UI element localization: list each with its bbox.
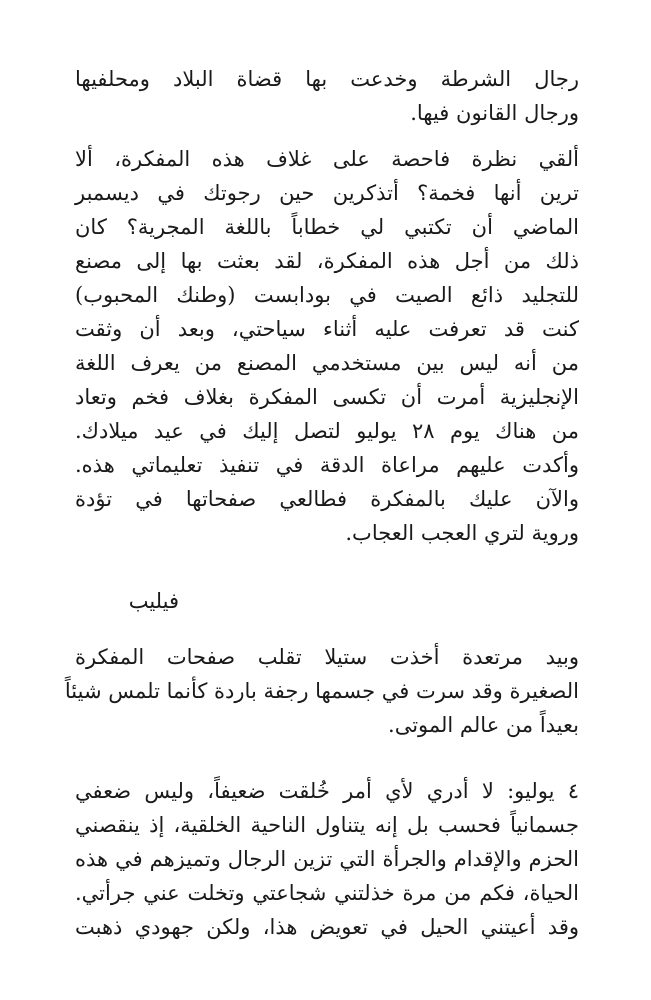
letter-signature: فيليب [128,589,179,613]
paragraph-line: وبيد مرتعدة أخذت ستيلا تقلب صفحات المفكرة [75,645,579,669]
paragraph-line: ألقي نظرة فاحصة على غلاف هذه المفكرة، ألا [75,147,579,171]
paragraph-line: وقد أعيتني الحيل في تعويض هذا، ولكن جهودي ذهبت [75,915,579,939]
paragraph-line: من أنه ليس بين مستخدمي المصنع من يعرف اللغة [75,351,579,375]
paragraph-line: بعيداً من عالم الموتى. [388,713,579,737]
paragraph-line: للتجليد ذائع الصيت في بودابست (وطنك المحبوب) [75,283,579,307]
paragraph-line: والآن عليك بالمفكرة فطالعي صفحاتها في تؤدة [75,487,579,511]
paragraph-line: الماضي أن تكتبي لي خطاباً باللغة المجرية؟ كان [75,215,579,239]
paragraph-line: الحزم والإقدام والجرأة التي تزين الرجال وتميزهم في هذه [75,847,579,871]
paragraph-line: جسمانياً فحسب بل إنه يتناول الناحية الخلقية، إذ ينقصني [75,813,579,837]
paragraph-line: وأكدت عليهم مراعاة الدقة في تنفيذ تعليماتي هذه. [75,453,579,477]
paragraph-line: ورجال القانون فيها. [410,101,579,125]
paragraph-line: من هناك يوم ٢٨ يوليو لتصل إليك في عيد ميلادك. [75,419,579,443]
paragraph-line: وروية لتري العجب العجاب. [345,521,579,545]
paragraph-line: ذلك من أجل هذه المفكرة، لقد بعثت بها إلى مصنع [75,249,579,273]
paragraph-line: ترين أنها فخمة؟ أتذكرين حين رجوتك في ديسمبر [75,181,579,205]
paragraph-line: ٤ يوليو: لا أدري لأي أمر خُلقت ضعيفاً، وليس ضعفي [75,779,579,803]
paragraph-line: الحياة، فكم من مرة خذلتني شجاعتي وتخلت عني جرأتي. [75,881,579,905]
paragraph-line: كنت قد تعرفت عليه أثناء سياحتي، وبعد أن وثقت [75,317,579,341]
paragraph-line: الإنجليزية أمرت أن تكسى المفكرة بغلاف فخم وتعاد [75,385,579,409]
paragraph-line: رجال الشرطة وخدعت بها قضاة البلاد ومحلفيها [75,67,579,91]
paragraph-line: الصغيرة وقد سرت في جسمها رجفة باردة كأنما تلمس شيئاً [64,679,579,703]
